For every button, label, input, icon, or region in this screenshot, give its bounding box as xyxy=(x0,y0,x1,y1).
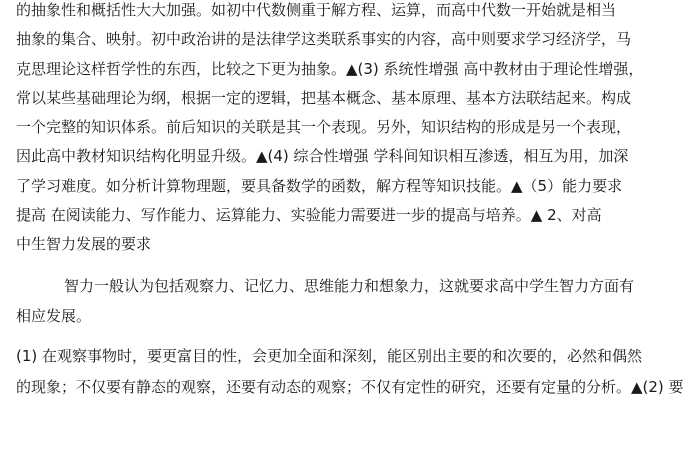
text-line-10: 智力一般认为包括观察力、记忆力、思维能力和想象力，这就要求高中学生智力方面有 xyxy=(64,277,635,295)
text-line-13: 的现象；不仅要有静态的观察，还要有动态的观察；不仅有定性的研究，还要有定量的分析。▲(2) 要 xyxy=(16,378,684,396)
text-line-3: 克思理论这样哲学性的东西，比较之下更为抽象。▲(3) 系统性增强 高中教材由于理论性增强， xyxy=(16,60,644,78)
text-line-5: 一个完整的知识体系。前后知识的关联是其一个表现。另外，知识结构的形成是另一个表现， xyxy=(16,118,632,136)
text-line-6: 因此高中教材知识结构化明显升级。▲(4) 综合性增强 学科间知识相互渗透，相互为用，加深 xyxy=(16,147,629,165)
text-line-2: 抽象的集合、映射。初中政治讲的是法律学这类联系事实的内容，高中则要求学习经济学，马 xyxy=(16,30,632,48)
text-line-12: (1) 在观察事物时，要更富目的性，会更加全面和深刻，能区别出主要的和次要的，必然和偶然 xyxy=(16,347,643,365)
text-line-9: 中生智力发展的要求 xyxy=(16,235,152,253)
text-line-4: 常以某些基础理论为纲，根据一定的逻辑，把基本概念、基本原理、基本方法联结起来。构成 xyxy=(16,89,632,107)
text-line-8: 提高 在阅读能力、写作能力、运算能力、实验能力需要进一步的提高与培养。▲ 2、对高 xyxy=(16,206,602,224)
text-line-1: 的抽象性和概括性大大加强。如初中代数侧重于解方程、运算，而高中代数一开始就是相当 xyxy=(16,1,617,19)
text-line-7: 了学习难度。如分析计算物理题，要具备数学的函数，解方程等知识技能。▲（5）能力要求 xyxy=(16,177,623,195)
text-line-11: 相应发展。 xyxy=(16,307,92,325)
